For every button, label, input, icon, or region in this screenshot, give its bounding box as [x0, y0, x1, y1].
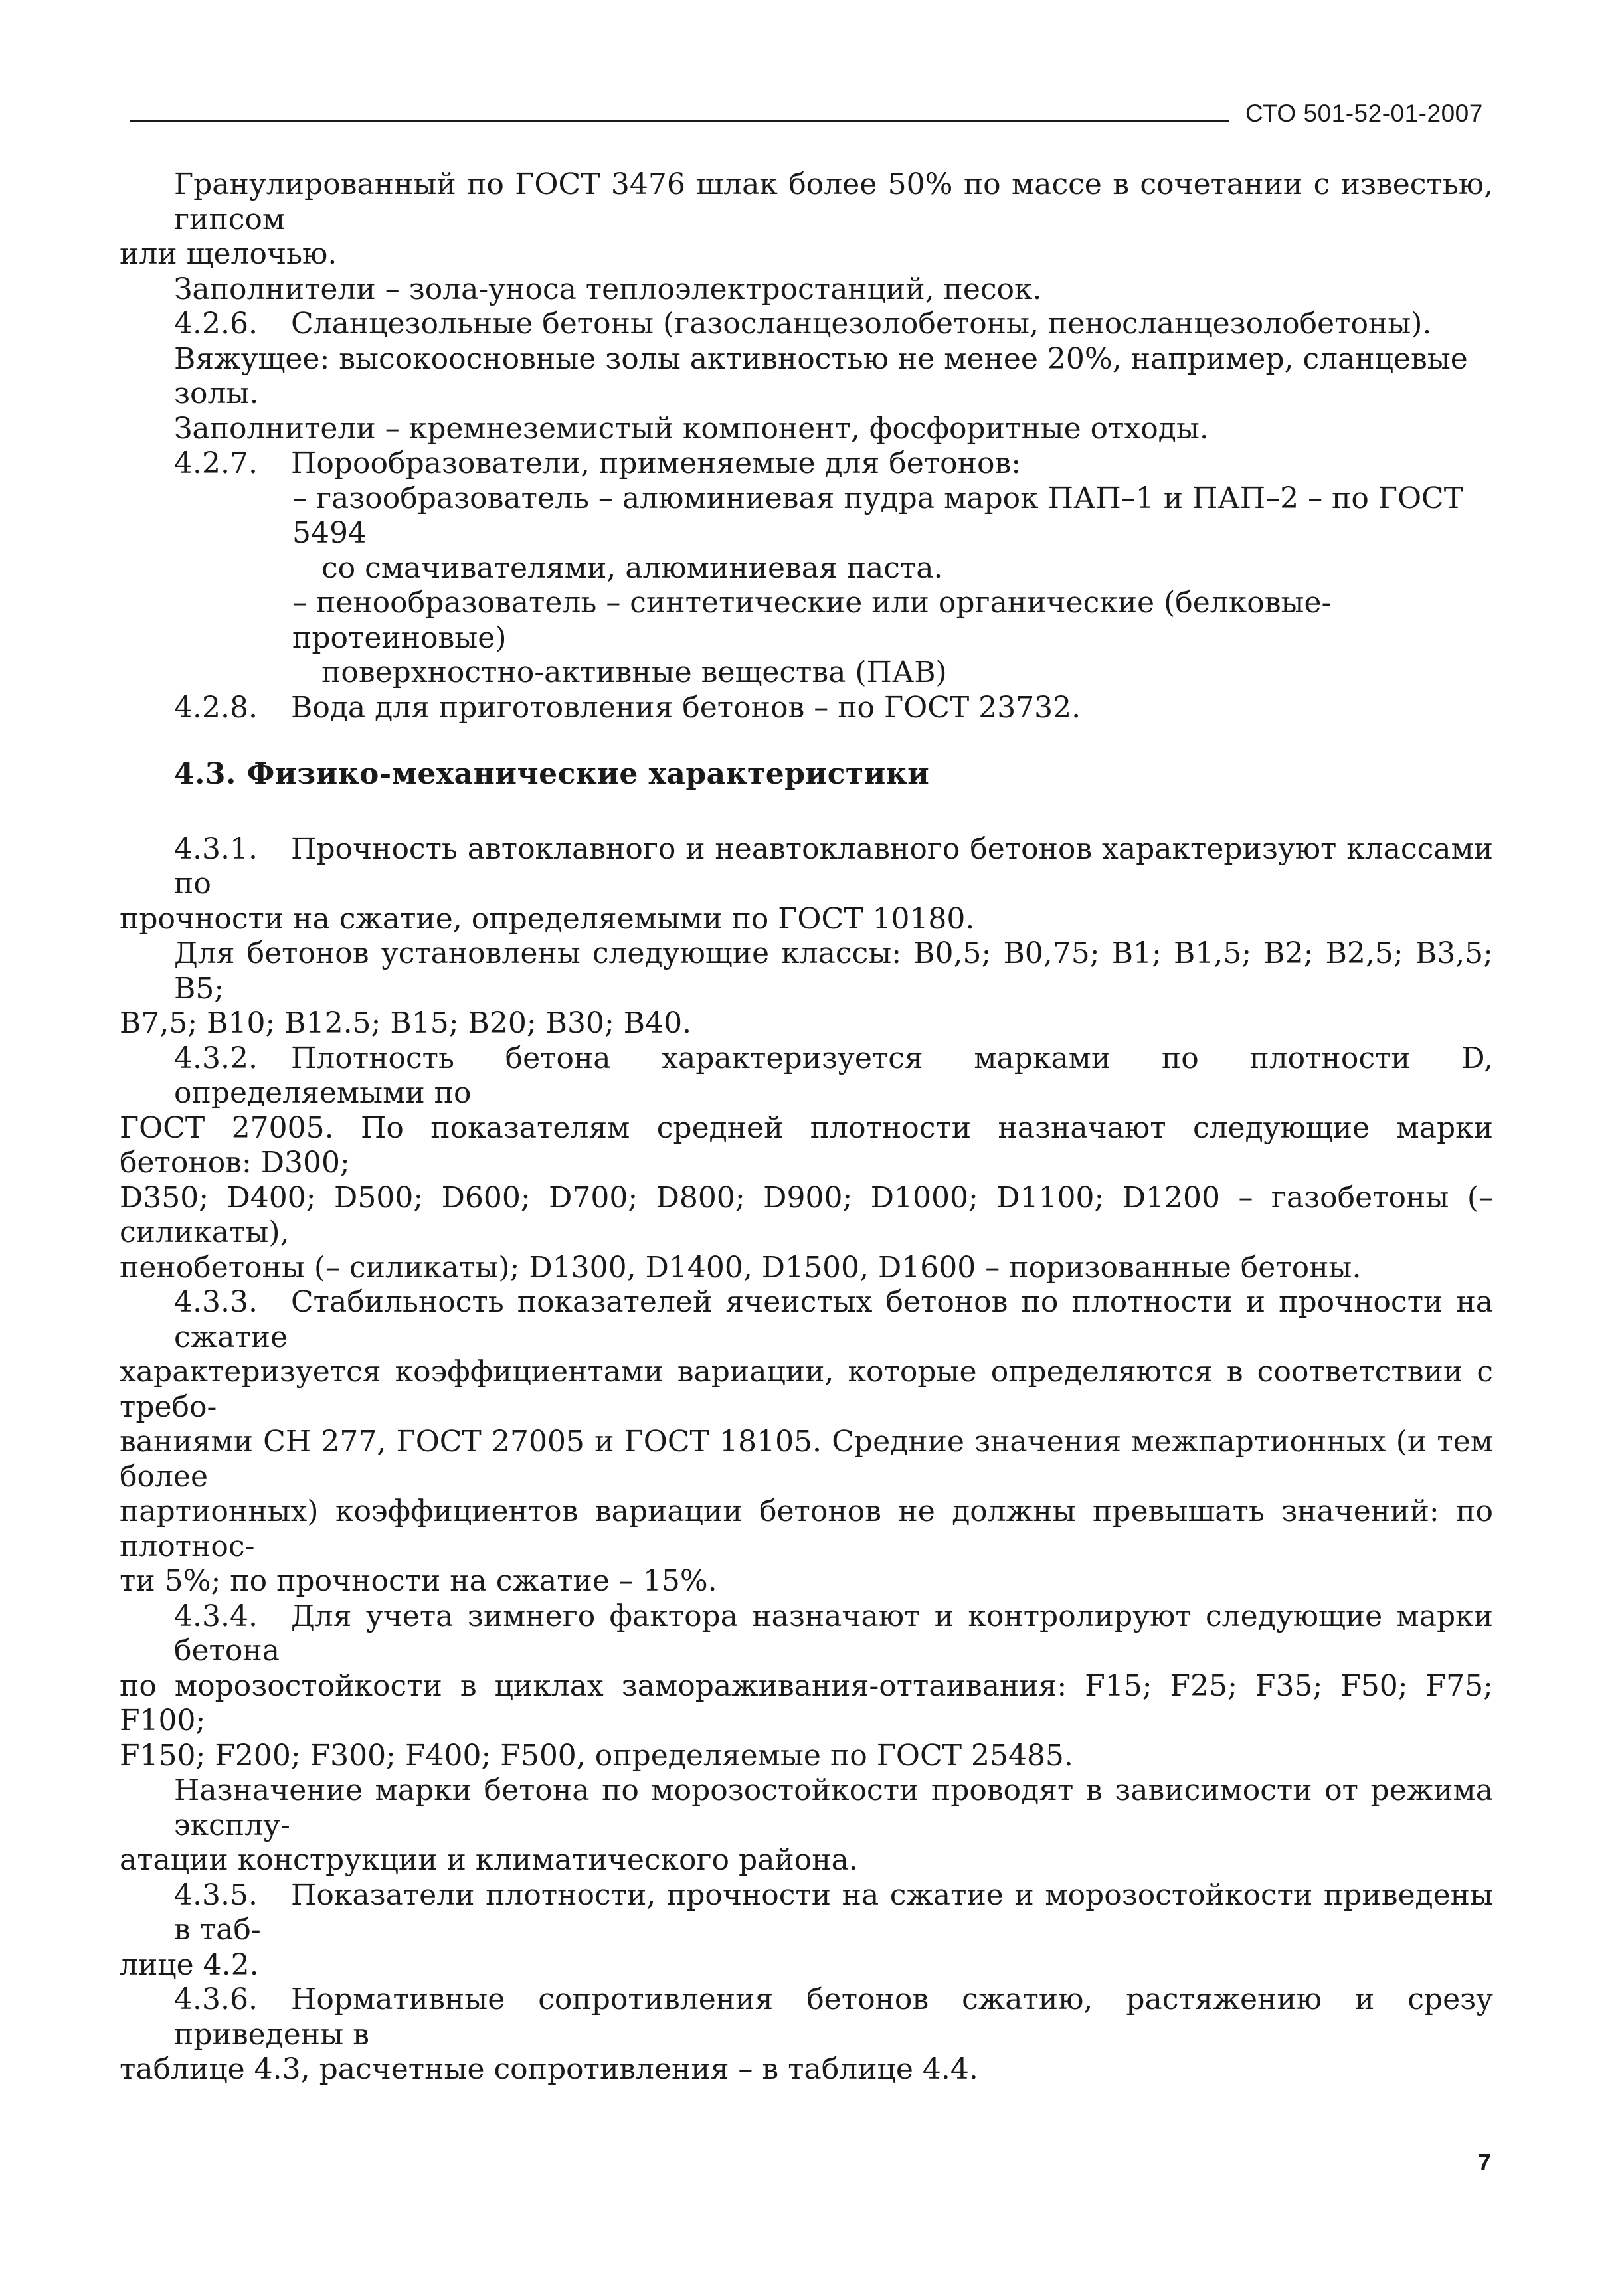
text-line: ти 5%; по прочности на сжатие – 15%.: [120, 1564, 717, 1598]
item-number: 4.3.1.: [174, 832, 258, 866]
text-line: Для бетонов установлены следующие классы: B0,5; B0,75; B1; B1,5; B2; B2,5; B3,5; B5;: [174, 936, 1493, 1006]
text-line: ваниями СН 277, ГОСТ 27005 и ГОСТ 18105. Средние значения межпартионных (и тем более: [120, 1425, 1493, 1494]
section-heading-4-3: 4.3. Физико-механические характеристики: [174, 757, 930, 791]
text-line: [174, 832, 1493, 902]
text-line: таблице 4.3, расчетные сопротивления – в таблице 4.4.: [120, 2052, 978, 2086]
text-line: [174, 1599, 1493, 1669]
text-line: Гранулированный по ГОСТ 3476 шлак более 50% по массе в сочетании с известью, гипсом: [174, 167, 1493, 236]
dash-item-gas-former: [174, 482, 1493, 586]
item-number: 4.2.6.: [174, 307, 258, 341]
text-line: – газообразователь – алюминиевая пудра марок ПАП–1 и ПАП–2 – по ГОСТ 5494: [292, 481, 1464, 550]
item-number: 4.2.8.: [174, 690, 258, 725]
text-line: Заполнители – зола-уноса теплоэлектростанций, песок.: [174, 272, 1042, 306]
text-line: партионных) коэффициентов вариации бетонов не должны превышать значений: по плотнос-: [120, 1494, 1493, 1563]
item-text: Нормативные сопротивления бетонов сжатию, растяжению и срезу приведены в: [174, 1983, 1493, 2052]
text-line: [174, 1285, 1493, 1355]
text-line: прочности на сжатие, определяемыми по ГОСТ 10180.: [120, 901, 975, 936]
text-line: пенобетоны (– силикаты); D1300, D1400, D1500, D1600 – поризованные бетоны.: [120, 1250, 1362, 1284]
text-line: ГОСТ 27005. По показателям средней плотности назначают следующие марки бетонов: D300;: [120, 1110, 1493, 1180]
document-body: [120, 167, 1493, 2087]
item-number: 4.3.2.: [174, 1041, 258, 1075]
text-line: поверхностно-активные вещества (ПАВ): [321, 656, 947, 689]
item-number: 4.3.5.: [174, 1878, 258, 1912]
text-line: со смачивателями, алюминиевая паста.: [321, 551, 943, 585]
item-number: 4.3.3.: [174, 1285, 258, 1319]
text-line: [174, 1041, 1493, 1111]
item-text: Для учета зимнего фактора назначают и контролируют следующие марки бетона: [174, 1599, 1493, 1668]
text-line: лице 4.2.: [120, 1947, 259, 1982]
text-line: Вяжущее: высокоосновные золы активностью не менее 20%, например, сланцевые золы.: [174, 341, 1468, 410]
text-line: F150; F200; F300; F400; F500, определяемые по ГОСТ 25485.: [120, 1738, 1073, 1773]
item-text: Прочность автоклавного и неавтоклавного бетонов характеризуют классами по: [174, 832, 1493, 901]
text-line: или щелочью.: [120, 237, 337, 271]
item-number: 4.3.4.: [174, 1599, 258, 1633]
header-rule: [130, 120, 1229, 122]
text-line: [174, 1983, 1493, 2052]
item-text: Показатели плотности, прочности на сжатие и морозостойкости приведены в таб-: [174, 1878, 1493, 1947]
item-text: Порообразователи, применяемые для бетонов:: [291, 446, 1022, 480]
item-text: Стабильность показателей ячеистых бетонов по плотности и прочности на сжатие: [174, 1285, 1493, 1354]
text-line: – пенообразователь – синтетические или органические (белковые-протеиновые): [292, 586, 1332, 655]
item-text: Плотность бетона характеризуется марками по плотности D, определяемыми по: [174, 1041, 1493, 1110]
document-code: СТО 501-52-01-2007: [1245, 100, 1483, 127]
text-line: Заполнители – кремнеземистый компонент, фосфоритные отходы.: [174, 411, 1209, 446]
text-line: B7,5; B10; B12.5; B15; B20; B30; B40.: [120, 1006, 692, 1040]
item-number: 4.3.6.: [174, 1983, 258, 2016]
item-text: Сланцезольные бетоны (газосланцезолобетоны, пеносланцезолобетоны).: [291, 307, 1432, 341]
item-number: 4.2.7.: [174, 446, 258, 480]
text-line: по морозостойкости в циклах замораживания-оттаивания: F15; F25; F35; F50; F75; F100;: [120, 1668, 1493, 1737]
text-line: атации конструкции и климатического района.: [120, 1843, 858, 1877]
text-line: [174, 1878, 1493, 1948]
text-line: D350; D400; D500; D600; D700; D800; D900; D1000; D1100; D1200 – газобетоны (– силикаты),: [120, 1180, 1493, 1249]
page-number: 7: [1478, 2149, 1492, 2176]
item-text: Вода для приготовления бетонов – по ГОСТ 23732.: [291, 690, 1081, 725]
item-4-2-6: [174, 307, 1493, 342]
text-line: Назначение марки бетона по морозостойкости проводят в зависимости от режима эксплу-: [174, 1773, 1493, 1842]
item-4-2-8: [174, 691, 1493, 726]
dash-item-foam-former: [174, 586, 1493, 691]
item-4-2-7: [174, 446, 1493, 482]
text-line: характеризуется коэффициентами вариации, которые определяются в соответствии с требо-: [120, 1355, 1493, 1424]
